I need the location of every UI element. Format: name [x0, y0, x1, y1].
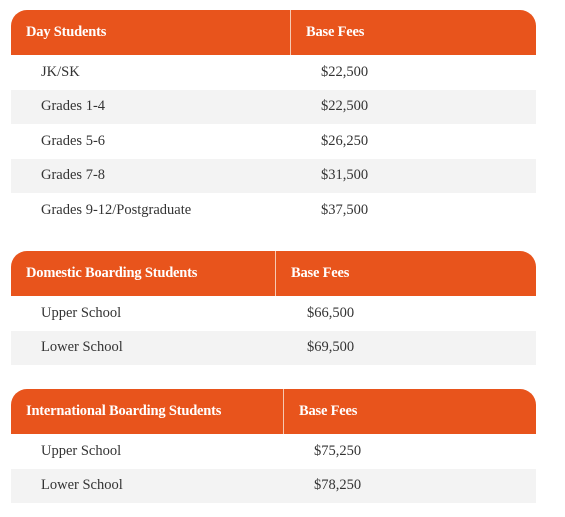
row-fee: $37,500	[321, 201, 369, 218]
header-base-fees: Base Fees	[306, 24, 365, 40]
row-label: Lower School	[41, 477, 123, 494]
row-label: Grades 7-8	[41, 167, 106, 184]
row-label: JK/SK	[41, 63, 80, 80]
row-fee: $22,500	[321, 98, 369, 115]
table-row	[11, 331, 536, 366]
row-fee: $22,500	[321, 63, 369, 80]
row-label: Upper School	[41, 442, 122, 459]
table-row	[11, 159, 536, 194]
row-fee: $66,500	[307, 304, 355, 321]
table-header	[11, 10, 536, 55]
table-row	[11, 469, 536, 504]
international-boarding-table	[11, 389, 536, 503]
row-fee: $75,250	[314, 442, 362, 459]
day-students-table	[11, 10, 536, 228]
row-fee: $31,500	[321, 167, 369, 184]
table-row	[11, 193, 536, 228]
header-base-fees: Base Fees	[299, 403, 358, 419]
table-header	[11, 389, 536, 434]
table-row	[11, 434, 536, 469]
row-label: Grades 9-12/Postgraduate	[41, 201, 192, 218]
table-row	[11, 90, 536, 125]
row-label: Lower School	[41, 339, 123, 356]
header-category: Day Students	[11, 10, 291, 55]
table-row	[11, 124, 536, 159]
domestic-boarding-table	[11, 251, 536, 365]
header-category: Domestic Boarding Students	[11, 251, 276, 296]
row-label: Grades 5-6	[41, 132, 106, 149]
row-fee: $78,250	[314, 477, 362, 494]
header-base-fees: Base Fees	[291, 265, 350, 281]
row-label: Upper School	[41, 304, 122, 321]
table-row	[11, 55, 536, 90]
table-header	[11, 251, 536, 296]
header-category: International Boarding Students	[11, 389, 284, 434]
row-fee: $26,250	[321, 132, 369, 149]
table-row	[11, 296, 536, 331]
row-label: Grades 1-4	[41, 98, 106, 115]
row-fee: $69,500	[307, 339, 355, 356]
